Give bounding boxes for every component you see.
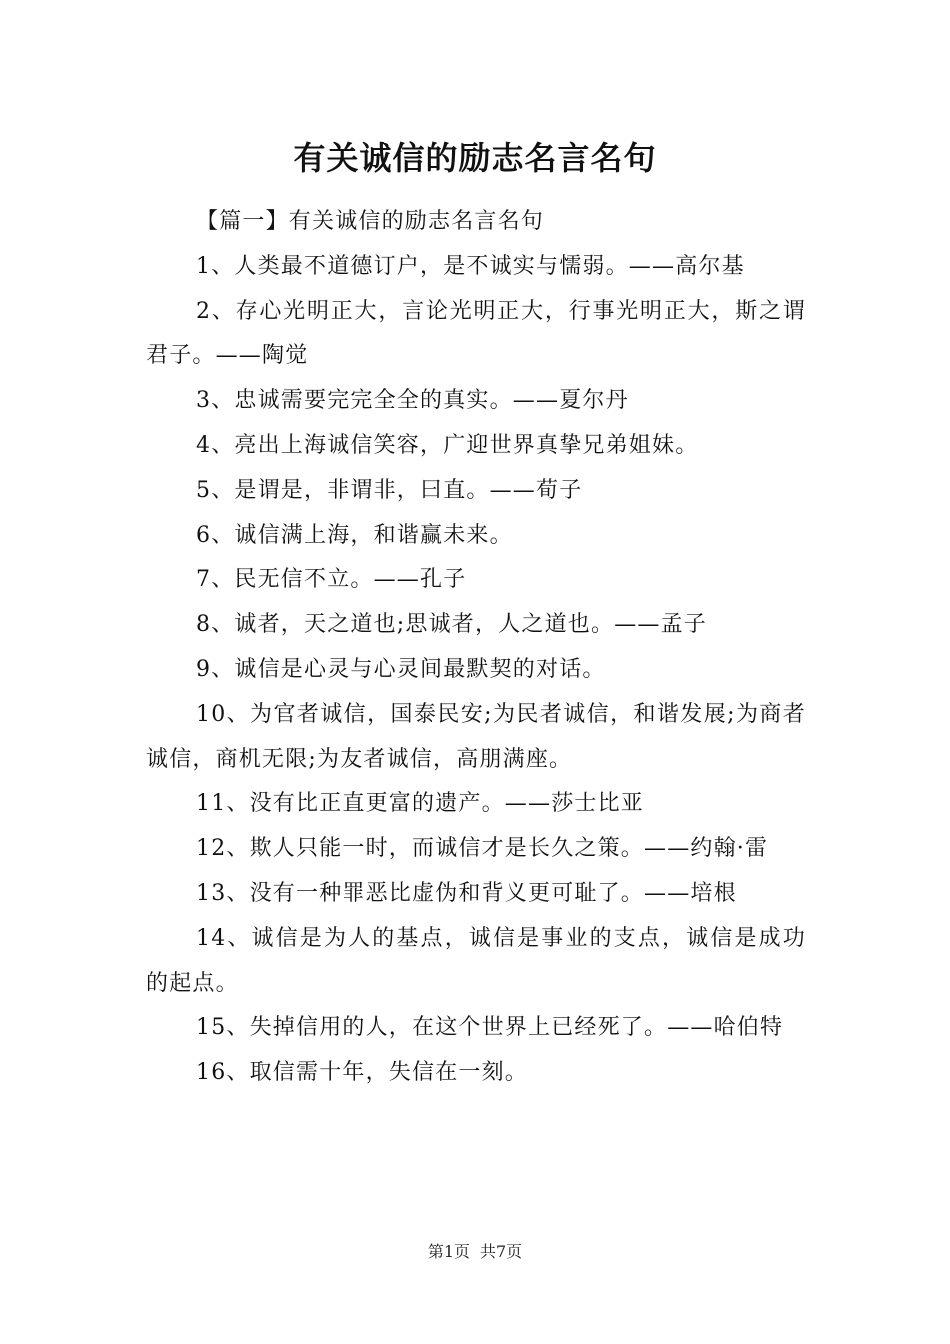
quote-item-9: 9、诚信是心灵与心灵间最默契的对话。	[196, 656, 606, 682]
quote-item-13: 13、没有一种罪恶比虚伪和背义更可耻了。——培根	[196, 880, 737, 906]
quote-item-5: 5、是谓是，非谓非，曰直。——荀子	[196, 477, 583, 503]
quote-item-1: 1、人类最不道德订户，是不诚实与懦弱。——高尔基	[196, 253, 745, 279]
quote-item-6: 6、诚信满上海，和谐赢未来。	[196, 522, 513, 548]
quote-item-7: 7、民无信不立。——孔子	[196, 567, 467, 593]
quote-item-3: 3、忠诚需要完完全全的真实。——夏尔丹	[196, 388, 629, 414]
page-total: 共7页	[480, 1242, 523, 1261]
document-title: 有关诚信的励志名言名句	[293, 139, 657, 177]
section-heading: 【篇一】有关诚信的励志名言名句	[196, 209, 545, 234]
quote-item-15: 15、失掉信用的人，在这个世界上已经死了。——哈伯特	[196, 1015, 784, 1041]
quote-item-2: 2、存心光明正大，言论光明正大，行事光明正大，斯之谓君子。——陶觉	[146, 298, 806, 369]
quote-item-8: 8、诚者，天之道也;思诚者，人之道也。——孟子	[196, 612, 708, 638]
quote-item-11: 11、没有比正直更富的遗产。——莎士比亚	[196, 791, 644, 817]
quote-item-10: 10、为官者诚信，国泰民安;为民者诚信，和谐发展;为商者诚信，商机无限;为友者诚信，高朋满座。	[146, 701, 806, 772]
quote-item-12: 12、欺人只能一时，而诚信才是长久之策。——约翰·雷	[196, 836, 769, 862]
page-number: 第1页	[427, 1242, 470, 1261]
quote-item-14: 14、诚信是为人的基点，诚信是事业的支点，诚信是成功的起点。	[146, 925, 806, 996]
quote-item-4: 4、亮出上海诚信笑容，广迎世界真挚兄弟姐妹。	[196, 432, 699, 458]
quote-item-16: 16、取信需十年，失信在一刻。	[196, 1060, 528, 1086]
document-body	[146, 200, 806, 1096]
page-footer	[0, 1240, 950, 1264]
